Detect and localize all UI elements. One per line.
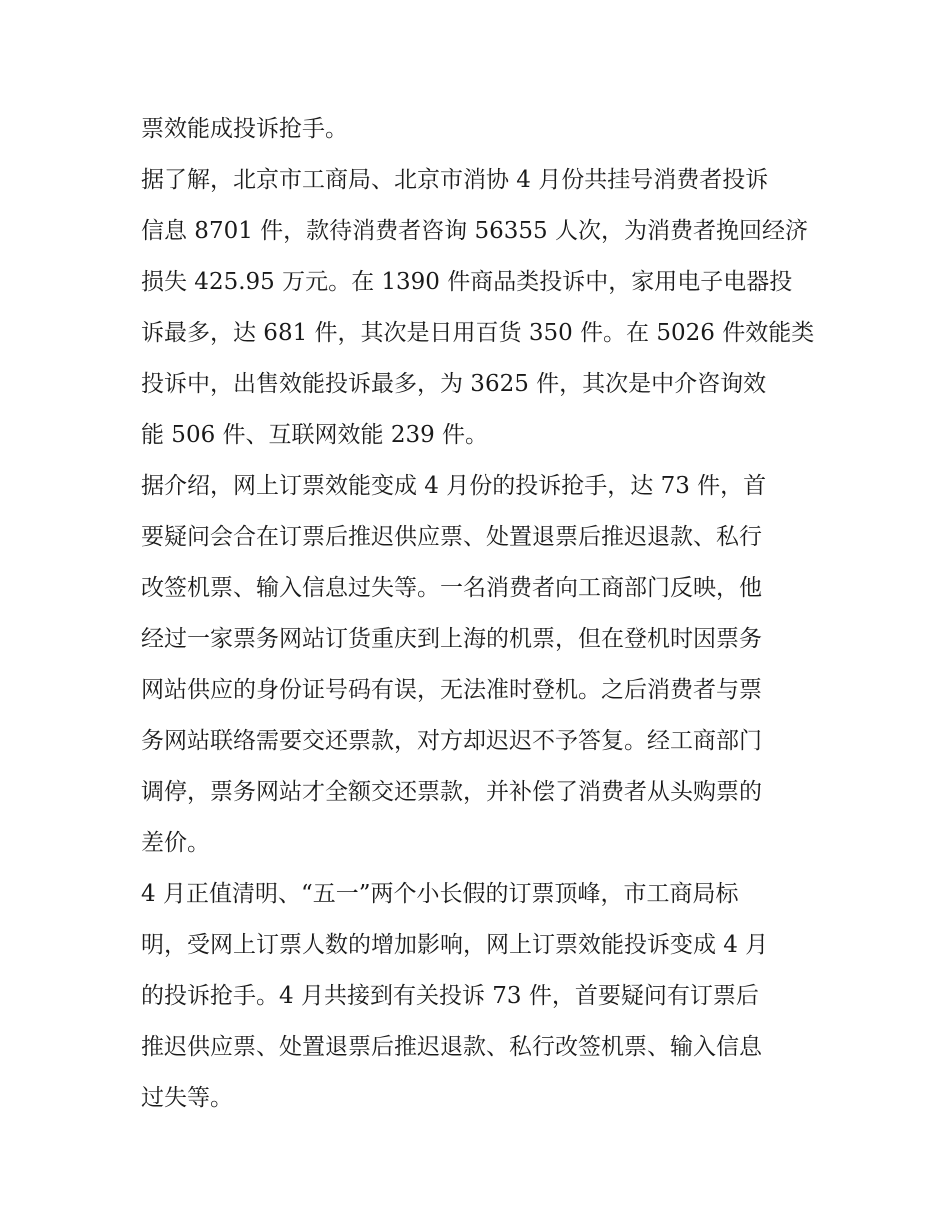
paragraph <box>141 155 821 461</box>
paragraph <box>141 461 821 869</box>
text-line: 务网站联络需要交还票款，对方却迟迟不予答复。经工商部门 <box>141 728 762 754</box>
text-line: 据了解，北京市工商局、北京市消协 4 月份共挂号消费者投诉 <box>141 167 769 193</box>
text-line: 要疑问会合在订票后推迟供应票、处置退票后推迟退款、私行 <box>141 524 762 550</box>
text-line: 票效能成投诉抢手。 <box>141 116 348 142</box>
text-line: 能 506 件、互联网效能 239 件。 <box>141 422 489 448</box>
text-line: 信息 8701 件，款待消费者咨询 56355 人次，为消费者挽回经济 <box>141 218 808 244</box>
text-line: 过失等。 <box>141 1085 233 1111</box>
text-line: 损失 425.95 万元。在 1390 件商品类投诉中，家用电子电器投 <box>141 269 793 295</box>
text-line: 经过一家票务网站订货重庆到上海的机票，但在登机时因票务 <box>141 626 762 652</box>
text-line: 调停，票务网站才全额交还票款，并补偿了消费者从头购票的 <box>141 779 762 805</box>
text-line: 推迟供应票、处置退票后推迟退款、私行改签机票、输入信息 <box>141 1034 762 1060</box>
text-line: 改签机票、输入信息过失等。一名消费者向工商部门反映，他 <box>141 575 762 601</box>
paragraph <box>141 869 821 1124</box>
text-line: 投诉中，出售效能投诉最多，为 3625 件，其次是中介咨询效 <box>141 371 767 397</box>
text-line: 据介绍，网上订票效能变成 4 月份的投诉抢手，达 73 件，首 <box>141 473 767 499</box>
text-line: 明，受网上订票人数的增加影响，网上订票效能投诉变成 4 月 <box>141 932 769 958</box>
document-body <box>141 104 821 1124</box>
text-line: 4 月正值清明、“五一”两个小长假的订票顶峰，市工商局标 <box>141 881 739 907</box>
text-line: 网站供应的身份证号码有误，无法准时登机。之后消费者与票 <box>141 677 762 703</box>
paragraph <box>141 104 821 155</box>
text-line: 差价。 <box>141 830 210 856</box>
text-line: 诉最多，达 681 件，其次是日用百货 350 件。在 5026 件效能类 <box>141 320 815 346</box>
text-line: 的投诉抢手。4 月共接到有关投诉 73 件，首要疑问有订票后 <box>141 983 759 1009</box>
